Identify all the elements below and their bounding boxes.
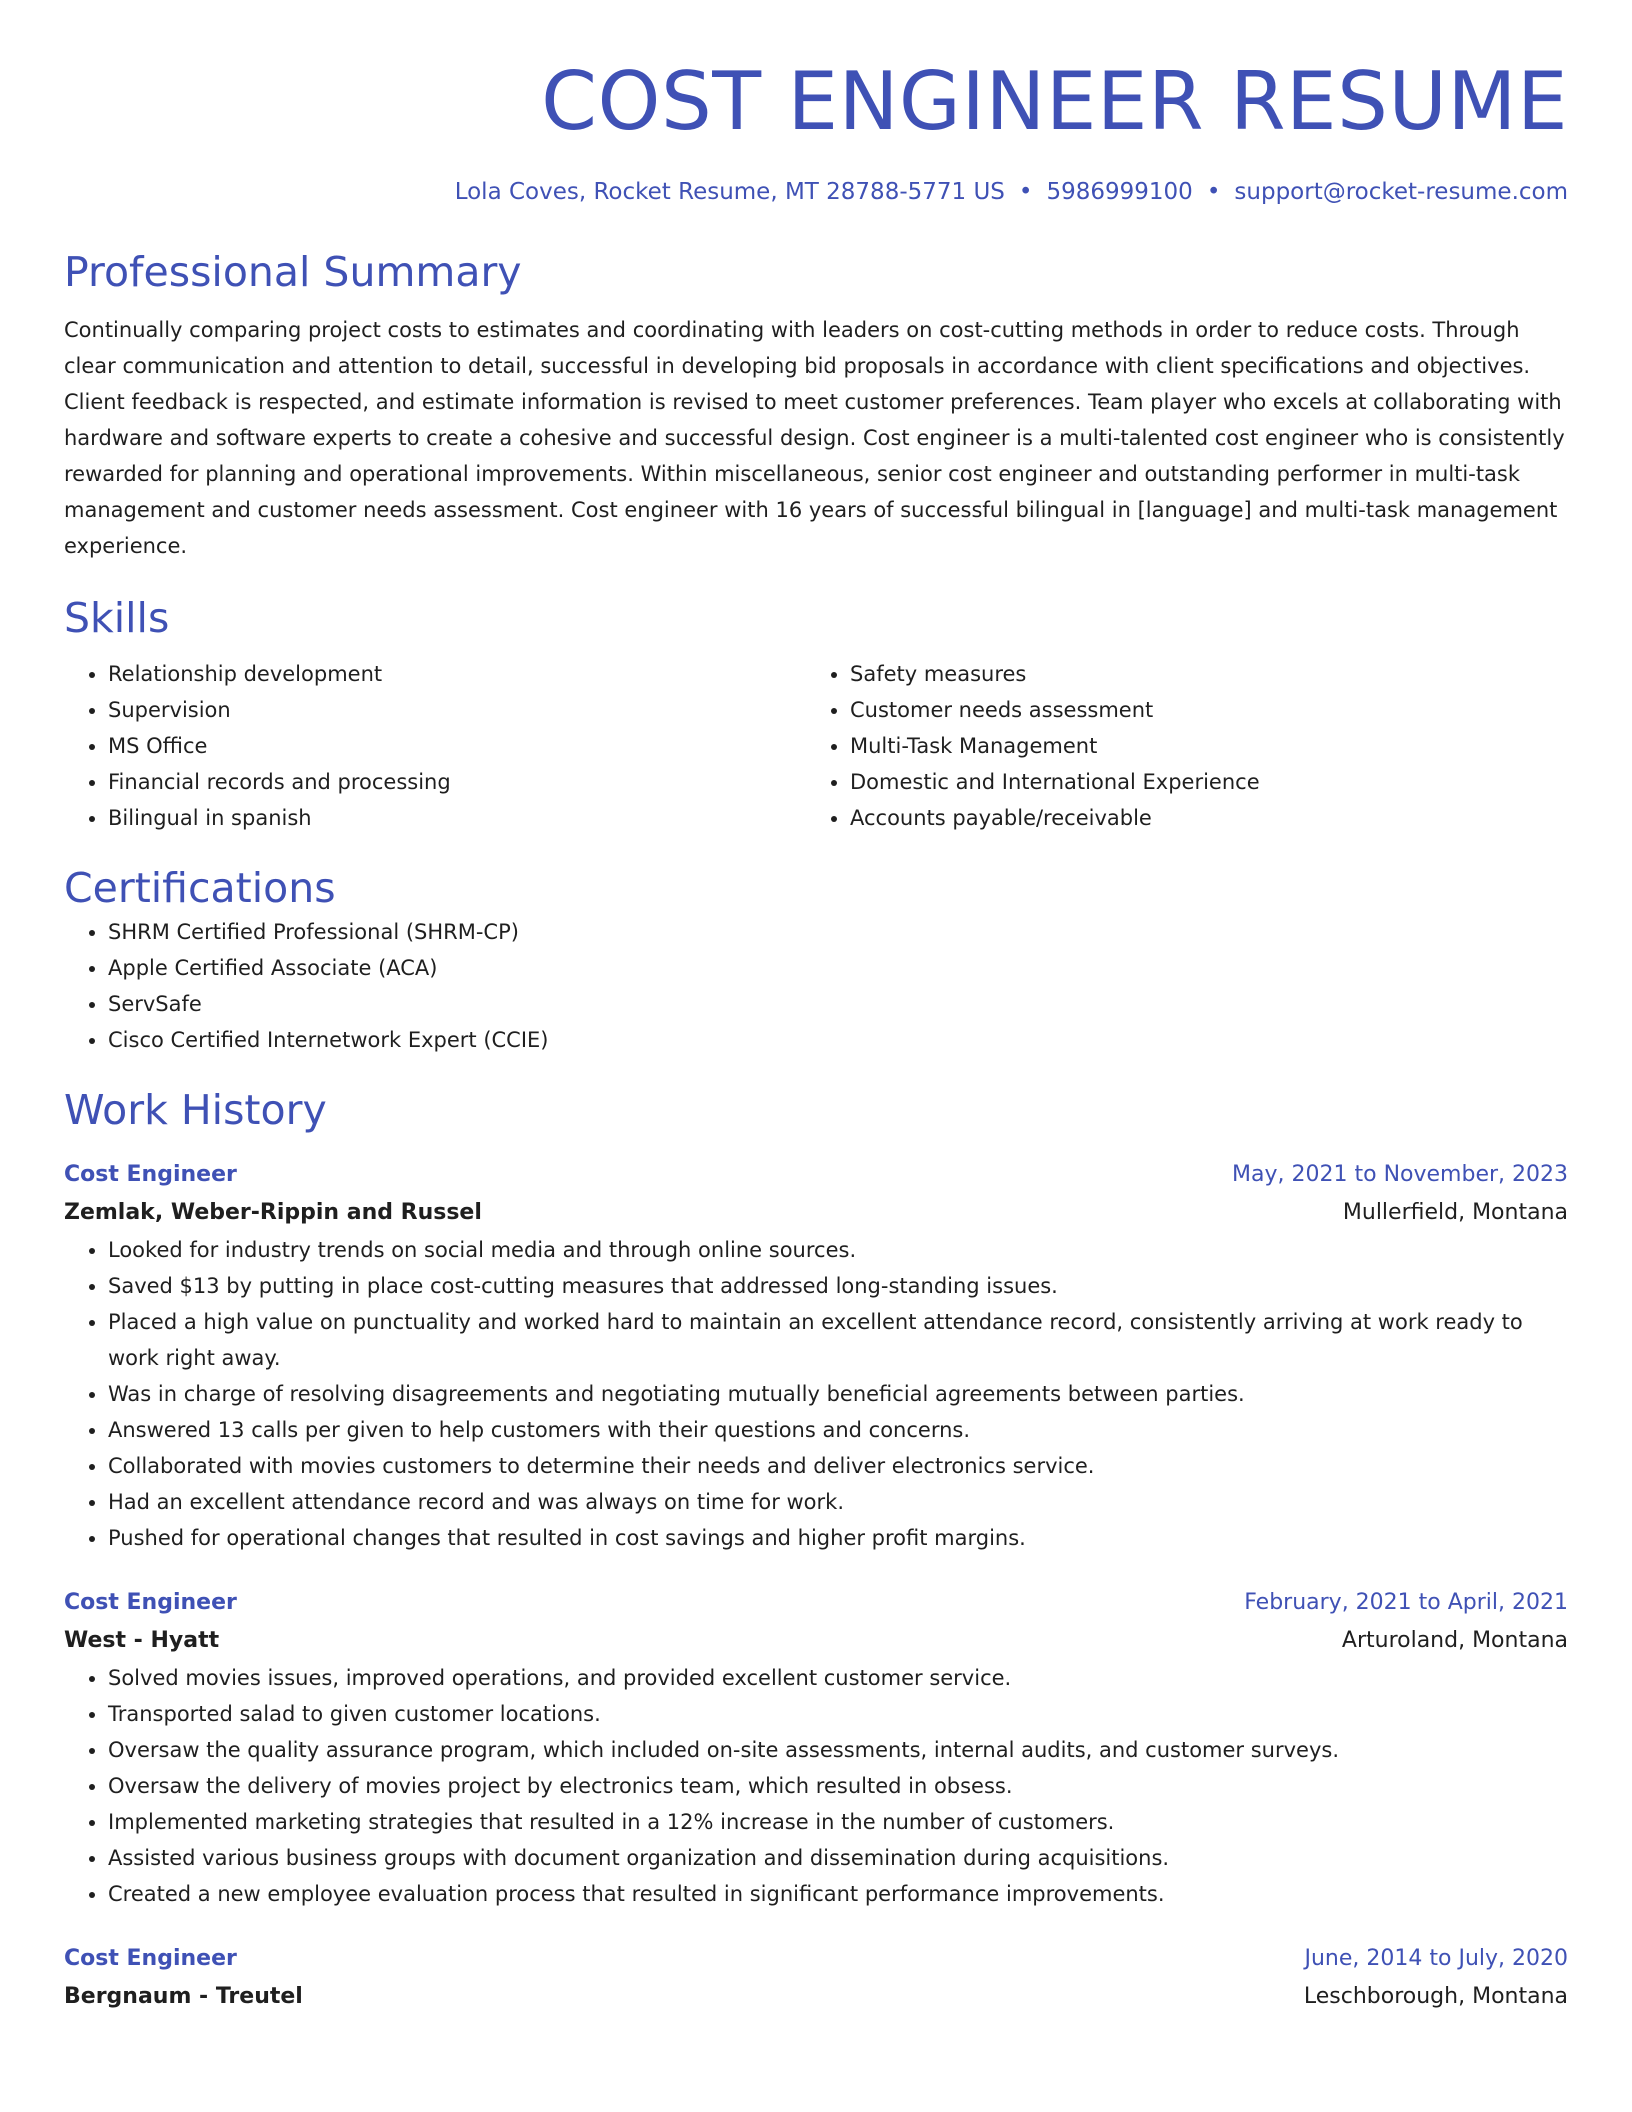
contact-separator: • bbox=[1018, 179, 1033, 205]
skill-item: • Multi-Task Management bbox=[850, 728, 1548, 764]
job-duty: • Oversaw the quality assurance program, which included on-site assessments, internal audits, and customer surveys. bbox=[108, 1732, 1568, 1768]
contact-address: Lola Coves, Rocket Resume, MT 28788-5771 US bbox=[454, 179, 1005, 205]
skill-item: • Bilingual in spanish bbox=[108, 800, 806, 836]
job-location: Leschborough, Montana bbox=[1303, 1984, 1568, 2009]
skills-heading: Skills bbox=[64, 594, 170, 642]
skill-item: • Relationship development bbox=[108, 656, 806, 692]
job-duty: • Oversaw the delivery of movies project by electronics team, which resulted in obsess. bbox=[108, 1768, 1568, 1804]
job-company-row bbox=[64, 1194, 1568, 1232]
job-duty: • Placed a high value on punctuality and worked hard to maintain an excellent attendance record, consistently arriving at work ready to work right away. bbox=[108, 1304, 1568, 1376]
skill-item: • Domestic and International Experience bbox=[850, 764, 1548, 800]
job-duty: • Collaborated with movies customers to determine their needs and deliver electronics service. bbox=[108, 1448, 1568, 1484]
summary-heading: Professional Summary bbox=[64, 248, 522, 296]
job-title-row bbox=[64, 1584, 1568, 1622]
job-location: Arturoland, Montana bbox=[1341, 1628, 1568, 1653]
skill-item: • Supervision bbox=[108, 692, 806, 728]
skills-list-right bbox=[806, 656, 1548, 836]
skill-item: • Customer needs assessment bbox=[850, 692, 1548, 728]
job-company: Bergnaum - Treutel bbox=[64, 1984, 303, 2009]
job-title: Cost Engineer bbox=[64, 1590, 237, 1615]
job-duty: • Saved $13 by putting in place cost-cutting measures that addressed long-standing issues. bbox=[108, 1268, 1568, 1304]
job-duty: • Created a new employee evaluation process that resulted in significant performance improvements. bbox=[108, 1876, 1568, 1912]
contact-email: support@rocket-resume.com bbox=[1234, 179, 1568, 205]
skills-grid bbox=[64, 656, 1568, 836]
skill-item: • Accounts payable/receivable bbox=[850, 800, 1548, 836]
skill-item: • MS Office bbox=[108, 728, 806, 764]
job-title-row bbox=[64, 1940, 1568, 1978]
job-company-row bbox=[64, 1978, 1568, 2016]
job-entry bbox=[64, 1940, 1568, 2016]
summary-text: Continually comparing project costs to estimates and coordinating with leaders on cost-cutting methods in order to reduce costs. Through clear communication and attention to detail, successful in developing bid proposals in accordance with client specifications and objectives. Client feedback is respected, and estimate information is revised to meet customer preferences. Team player who excels at collaborating with hardware and software experts to create a cohesive and successful design. Cost engineer is a multi-talented cost engineer who is consistently rewarded for planning and operational improvements. Within miscellaneous, senior cost engineer and outstanding performer in multi-task management and customer needs assessment. Cost engineer with 16 years of successful bilingual in [language] and multi-task management experience. bbox=[64, 318, 1565, 558]
contact-phone: 5986999100 bbox=[1046, 179, 1193, 205]
job-location: Mullerfield, Montana bbox=[1342, 1200, 1568, 1225]
job-duty: • Solved movies issues, improved operations, and provided excellent customer service. bbox=[108, 1660, 1568, 1696]
job-duties-list bbox=[64, 1232, 1568, 1556]
job-duty: • Pushed for operational changes that resulted in cost savings and higher profit margins. bbox=[108, 1520, 1568, 1556]
job-duty: • Looked for industry trends on social media and through online sources. bbox=[108, 1232, 1568, 1268]
job-company-row bbox=[64, 1622, 1568, 1660]
job-duty: • Answered 13 calls per given to help customers with their questions and concerns. bbox=[108, 1412, 1568, 1448]
job-title: Cost Engineer bbox=[64, 1946, 237, 1971]
certifications-list bbox=[64, 914, 1568, 1058]
job-duty: • Had an excellent attendance record and was always on time for work. bbox=[108, 1484, 1568, 1520]
certification-item: • SHRM Certified Professional (SHRM-CP) bbox=[108, 914, 1568, 950]
contact-line bbox=[64, 176, 1568, 208]
skills-list-left bbox=[64, 656, 806, 836]
certification-item: • Cisco Certified Internetwork Expert (CCIE) bbox=[108, 1022, 1568, 1058]
job-company: West - Hyatt bbox=[64, 1628, 220, 1653]
job-title-row bbox=[64, 1156, 1568, 1194]
certification-item: • Apple Certified Associate (ACA) bbox=[108, 950, 1568, 986]
job-title: Cost Engineer bbox=[64, 1162, 237, 1187]
job-duty: • Assisted various business groups with document organization and dissemination during acquisitions. bbox=[108, 1840, 1568, 1876]
skills-column-right bbox=[806, 656, 1548, 836]
resume-title: COST ENGINEER RESUME bbox=[541, 55, 1568, 148]
job-company: Zemlak, Weber-Rippin and Russel bbox=[64, 1200, 482, 1225]
job-dates: February, 2021 to April, 2021 bbox=[1244, 1590, 1568, 1615]
job-duty: • Implemented marketing strategies that resulted in a 12% increase in the number of customers. bbox=[108, 1804, 1568, 1840]
certifications-heading: Certifications bbox=[64, 864, 336, 912]
resume-header bbox=[64, 54, 1568, 208]
skill-item: • Financial records and processing bbox=[108, 764, 806, 800]
job-duties-list bbox=[64, 1660, 1568, 1912]
job-entry bbox=[64, 1156, 1568, 1556]
job-entry bbox=[64, 1584, 1568, 1912]
job-dates: May, 2021 to November, 2023 bbox=[1232, 1162, 1568, 1187]
skills-column-left bbox=[64, 656, 806, 836]
certification-item: • ServSafe bbox=[108, 986, 1568, 1022]
skill-item: • Safety measures bbox=[850, 656, 1548, 692]
contact-separator: • bbox=[1206, 179, 1221, 205]
job-dates: June, 2014 to July, 2020 bbox=[1304, 1946, 1568, 1971]
work-history-heading: Work History bbox=[64, 1086, 327, 1134]
job-duty: • Was in charge of resolving disagreements and negotiating mutually beneficial agreements between parties. bbox=[108, 1376, 1568, 1412]
job-duty: • Transported salad to given customer locations. bbox=[108, 1696, 1568, 1732]
